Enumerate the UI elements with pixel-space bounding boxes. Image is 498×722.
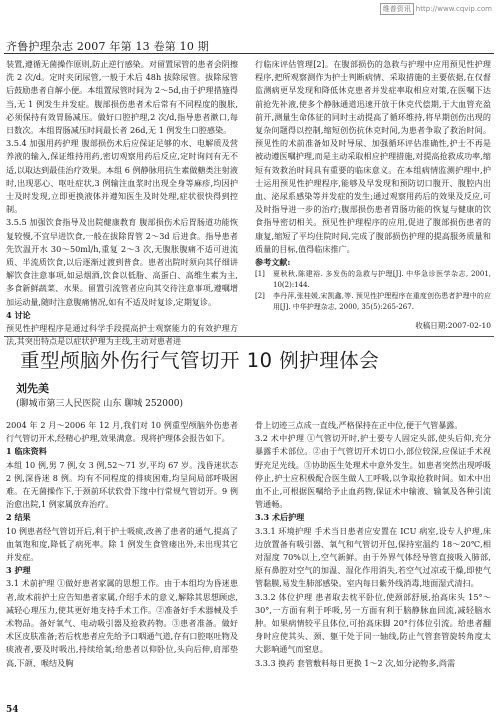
paragraph: 行临床评估管理[2]。在腹部损伤的急救与护理中应用预见性护理程序,把所观察测作为护士判断病情、采取措施的主要依据,在仅督监测病更早发现和降低休克患者并发症率取相应对策,在医嘱下达前抢先补液,使多个静脉通道迅速开放于休克代偿期,于大血管充盈前开,测量生命体征的同时主动提高了循环维持,将早期创伤出现的复杂问题得以控制,缩短创伤抗休克时间,为患者争取了救治时间。预见性的术前准备如及时导尿、加强循环评估准确性,护士不再是被动遵医嘱护理,而是主动采取相应护理措施,对提高抢救成功率,缩短有效救治时间具有重要的临床意义。在本组病情监测护理中,护士运用预见性护理程序,能够及早发现和预防切口腹开、腹腔内出血、泌尿系感染等并发症的发生;通过观察用药后的效果及反应,可及时指导进一步的治疗;腹部损伤患者胃肠功能的恢复与健康的饮食指导密切相关。预见性护理程序的应用,促进了腹部损伤患者的康复,缩短了平均住院时间,完成了腹部损伤护理的提高服务质量和质量的目标,值得临床推广。 <box>255 59 491 254</box>
section-heading: 2 结果 <box>6 512 31 523</box>
article-left-column <box>6 419 238 704</box>
section-heading: 3 护理 <box>6 565 31 576</box>
section-heading: 4 讨论 <box>6 309 31 320</box>
paragraph: 3.3.3 换药 套管敷料每日更换 1～2 次,如分泌物多,尚需 <box>255 657 456 668</box>
article-right-column <box>255 419 491 704</box>
paragraph: 3.3.2 体位护理 患者取去枕平卧位,使颈部舒展,抬高床头 15°～30°,一方面有利于呼吸,另一方面有利于脑静脉血回流,减轻脑水肿。如果病情较平且体位,可抬高床脚 20°行体位引流。给患者翻身时应使其头、颈、躯干处于同一轴线,防止气管套管旋转角度太大影响通气而窒息。 <box>255 591 491 655</box>
watermark <box>380 3 492 15</box>
paragraph: 装置,遵循无菌操作原则,防止逆行感染。对留置尿管的患者会阴擦洗 2 次/d。定时夹闭尿管,一般于术后 48h 拔除尿管。拔除尿管后鼓励患者自解小便。本组置尿管时间为 2～5d,由于护理措施得当,无 1 例发生并发症。腹部损伤患者术后常有不同程度的腹胀,必须保持有效胃肠减压。做好口腔护理,2 次/d,指导患者漱口,每日数次。本组胃肠减压时间最长者 26d,无 1 例发生口腔感染。 <box>6 59 238 136</box>
reference-item <box>255 291 491 313</box>
paragraph: 3.1 术前护理 ①做好患者家属的思想工作。由于本组均为昏迷患者,故术前护士应告知患者家属,介绍手术的意义,解除其思想顾虑,减轻心理压力,使其更好地支持手术工作。②准备好手术器械及手术物品。备好氧气、电动吸引器及抢救药物。③患者准备。做好术区皮肤准备;若后枕患者应先给予口咽通气道,存有口腔呕吐物及痰液者,要及时吸出,持续给氧;给患者以仰卧位,头向后伸,肩部垫高,下颌、喉结及胸 <box>6 578 238 668</box>
reference-number: [2] <box>255 292 265 301</box>
paragraph: 本组 10 例,男 7 例,女 3 例,52～71 岁,平均 67 岁。浅昏迷状态 2 例,深昏迷 8 例。均有不同程度的排痰困难,均呈间局部呼吸困难。在无菌操作下,于颈前环状软骨下缘中行常规气管切开。9 例治愈出院,1 例家属放弃治疗。 <box>6 459 238 510</box>
article-author: 刘先美 <box>16 382 49 395</box>
watermark-url: http://www.cqvip.com <box>415 5 492 13</box>
watermark-badge: 维普资讯 <box>380 3 414 15</box>
paragraph: 3.5.4 加强用药护理 腹部损伤术后应保证足够的水、电解质及营养液的输入,保证维持用药,密切观察用药后反应,定时询问有无不适,以取达到最佳治疗效果。本组 6 例静脉用抗生素做糖类注射液时,出现恶心、呕吐症状,3 例输注血浆时出现全身等麻疹,均因护士及时发现,立即更换液体并遵知医生及时处理,症状很快得到控制。 <box>6 138 238 215</box>
header-rule <box>4 53 494 54</box>
paragraph: 预见性护理程序是通过科学手段提高护士观察能力的有效护理方法,其突出特点是以症状护理为主线,主动对患者进 <box>6 323 238 347</box>
references-list <box>255 269 491 313</box>
page-number: 54 <box>6 705 19 715</box>
reference-text: 夏秋秋,陈建裕. 多发伤的急救与护理[J]. 中华急诊医学杂志, 2001, 10(2):144. <box>273 270 491 290</box>
reference-number: [1] <box>255 270 265 279</box>
paragraph: 2004 年 2 月～2006 年 12 月,我们对 10 例重型颅脑外伤患者行气管切开术,经精心护理,效果满意。现将护理体会报告如下。 <box>6 420 238 444</box>
references-heading: 参考文献: <box>255 257 291 268</box>
section-heading: 1 临床资料 <box>6 446 47 457</box>
paragraph: 骨上切迹三点成一直线,严格保持在正中位,便于气管暴露。 <box>255 420 463 430</box>
journal-header: 齐鲁护理杂志 2007 年第 13 卷第 10 期 <box>6 40 209 53</box>
paragraph: 3.2 术中护理 ①气管切开时,护士要专人固定头部,使头后仰,充分暴露手术部位。②由于气管切开术切口小,部位较深,应保证手术视野充足光线。③协助医生处理术中意外发生。如患者突然出现呼吸停止,护士应积极配合医生做人工呼吸,以争取抢救时间。如术中出血不止,可根据医嘱给予止血药物,保证术中输液、输氧及各种引流管通畅。 <box>255 433 491 510</box>
received-date: 收稿日期:2007-02-10 <box>415 321 491 331</box>
reference-text: 李丹萍,张桂媛,宋凯鑫,等. 预见性护理程序在重度创伤患者护理中的应用[J]. 中华护理杂志, 2000, 35(5):265-267. <box>273 292 491 312</box>
section-heading: 3.3 术后护理 <box>255 512 305 523</box>
paragraph: 3.5.5 加强饮食指导及出院健康教育 腹部损伤术后胃肠道功能恢复较慢,不宜早进饮食,一般在拔除胃管 2～3d 后进食。指导患者先饮温开水 30～50ml/h,重复 2～3 次,无腹胀腹痛不适可进流质、半流质饮食,以后逐渐过渡到普食。患者出院时须向其仔细讲解饮食注意事项,如忌烟酒,饮食以低脂、高蛋白、高维生素为主,多食新鲜蔬菜、水果。留置引流管者应向其交待注意事项,遵嘱增加运动量,随时注意腹痛情况,如有不适及时复诊,定期复诊。 <box>6 217 238 307</box>
article-title: 重型颅脑外伤行气管切开 10 例护理体会 <box>20 349 380 372</box>
paragraph: 10 例患者经气管切开后,利于护士吸痰,改善了患者的通气,提高了血氧饱和度,降低了病死率。除 1 例发生食管瘘出外,未出现其它并发症。 <box>6 525 238 563</box>
prev-article-right-column <box>255 58 491 331</box>
reference-item <box>255 269 491 291</box>
article-separator <box>4 336 494 337</box>
prev-article-left-column <box>6 58 238 347</box>
article-affiliation: (聊城市第三人民医院 山东 聊城 252000) <box>16 399 183 409</box>
paragraph: 3.3.1 环境护理 手术当日患者应安置在 ICU 病室,设专人护理,床边放置备有吸引器、氧气和气管切开包,保持室温约 18～20℃,相对湿度 70%以上,空气新鲜。由于外界气体经导管直接吸入肺部,原有鼻腔对空气的加温、湿化作用消失,若空气过凉或干燥,即使气管黏膜,易发生肺部感染。室内每日紫外线消毒,地面湿式清扫。 <box>255 525 491 589</box>
